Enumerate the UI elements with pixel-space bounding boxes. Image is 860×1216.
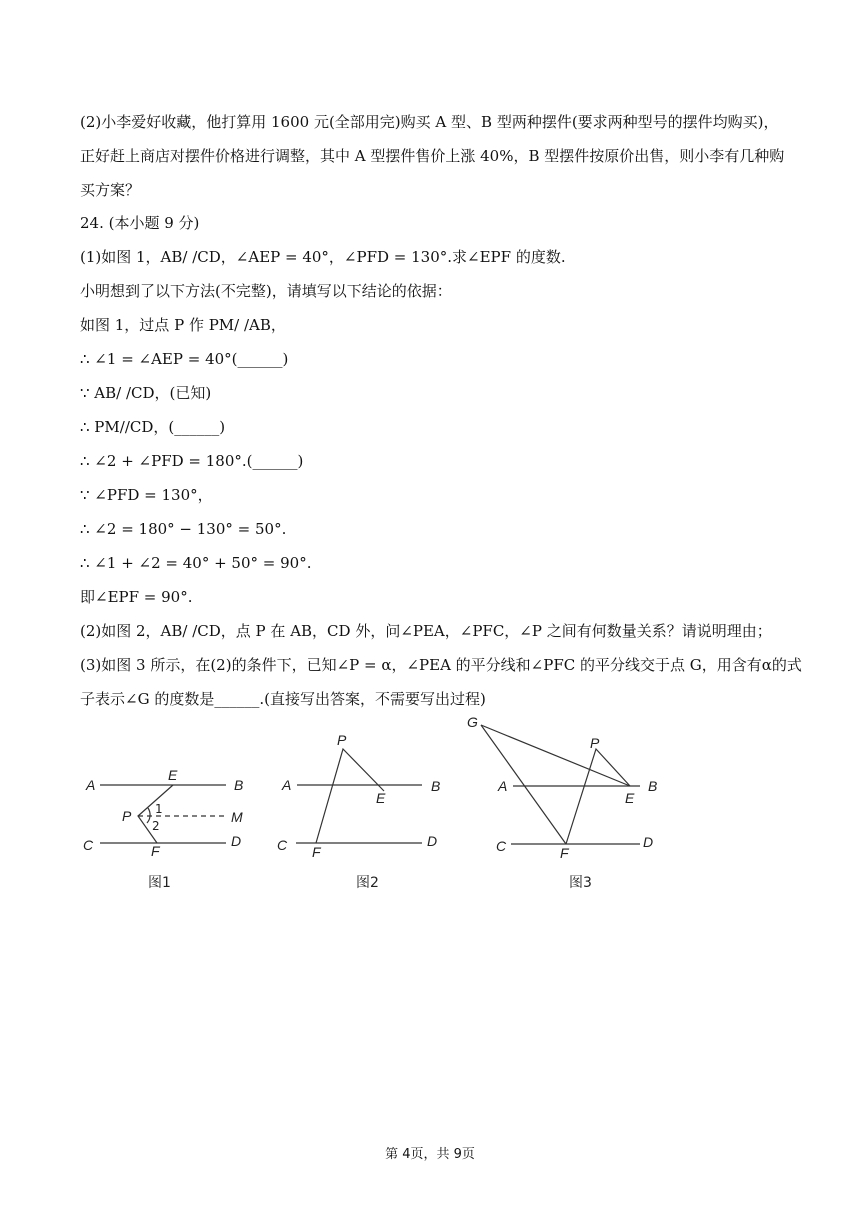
text-line: ∴ ∠2 = 180° − 130° = 50°. <box>80 520 287 538</box>
text-line: (2)小李爱好收藏，他打算用 1600 元(全部用完)购买 A 型、B 型两种摆件(要求两种型号的摆件均购买)， <box>80 113 779 131</box>
text-line: 小明想到了以下方法(不完整)，请填写以下结论的依据： <box>80 282 452 300</box>
label-c: C <box>277 837 288 853</box>
label-e: E <box>168 767 178 783</box>
page-footer: 第 4页，共 9页 <box>385 1147 475 1162</box>
text-line: 如图 1，过点 P 作 PM/ /AB， <box>80 316 286 334</box>
geometry-figures <box>0 700 860 900</box>
text-line: 买方案？ <box>80 181 141 199</box>
label-g: G <box>467 714 478 730</box>
caption-fig2: 图2 <box>356 875 379 891</box>
text-line: ∴ ∠1 + ∠2 = 40° + 50° = 90°. <box>80 554 312 572</box>
figure-2-labels <box>277 732 440 891</box>
text-line: ∴ ∠2 + ∠PFD = 180°.(______) <box>80 452 304 470</box>
text-line: (1)如图 1，AB/ /CD，∠AEP = 40°，∠PFD = 130°.求∠EPF 的度数. <box>80 248 566 266</box>
text-line: 即∠EPF = 90°. <box>80 588 193 606</box>
label-2: 2 <box>152 819 160 833</box>
text-line: 子表示∠G 的度数是______.(直接写出答案，不需要写出过程) <box>80 690 486 708</box>
label-p: P <box>337 732 347 748</box>
question-number: 24. (本小题 9 分) <box>80 214 200 232</box>
figure-1 <box>100 785 226 843</box>
text-line: (2)如图 2，AB/ /CD，点 P 在 AB，CD 外，问∠PEA，∠PFC，∠P 之间有何数量关系？请说明理由； <box>80 622 772 640</box>
label-f: F <box>560 845 569 861</box>
text-line: ∵ AB/ /CD，(已知) <box>80 384 212 402</box>
label-1: 1 <box>155 802 163 816</box>
label-c: C <box>83 837 94 853</box>
label-f: F <box>312 844 321 860</box>
angle-1-arc <box>148 808 150 816</box>
label-m: M <box>231 809 243 825</box>
caption-fig3: 图3 <box>569 875 592 891</box>
label-a: A <box>282 777 292 793</box>
label-b: B <box>234 777 244 793</box>
figure-3-labels <box>467 714 657 891</box>
text-line: 正好赶上商店对摆件价格进行调整，其中 A 型摆件售价上涨 40%，B 型摆件按原价出售，则小李有几种购 <box>80 147 785 165</box>
label-e: E <box>376 790 386 806</box>
caption-fig1: 图1 <box>148 875 171 891</box>
label-p: P <box>122 808 132 824</box>
label-e: E <box>625 790 635 806</box>
label-p: P <box>590 735 600 751</box>
figure-2 <box>296 749 422 843</box>
label-d: D <box>643 834 654 850</box>
label-a: A <box>498 778 508 794</box>
text-line: ∴ PM//CD，(______) <box>80 418 226 436</box>
label-b: B <box>431 778 441 794</box>
angle-2-arc <box>147 816 150 823</box>
label-d: D <box>427 833 438 849</box>
label-b: B <box>648 778 658 794</box>
label-c: C <box>496 838 507 854</box>
label-a: A <box>86 777 96 793</box>
text-line: ∵ ∠PFD = 130°， <box>80 486 213 504</box>
text-line: (3)如图 3 所示，在(2)的条件下，已知∠P = α，∠PEA 的平分线和∠PFC 的平分线交于点 G，用含有α的式 <box>80 656 802 674</box>
label-f: F <box>151 843 160 859</box>
text-line: ∴ ∠1 = ∠AEP = 40°(______) <box>80 350 289 368</box>
line-fpe <box>316 749 384 843</box>
label-d: D <box>231 833 242 849</box>
